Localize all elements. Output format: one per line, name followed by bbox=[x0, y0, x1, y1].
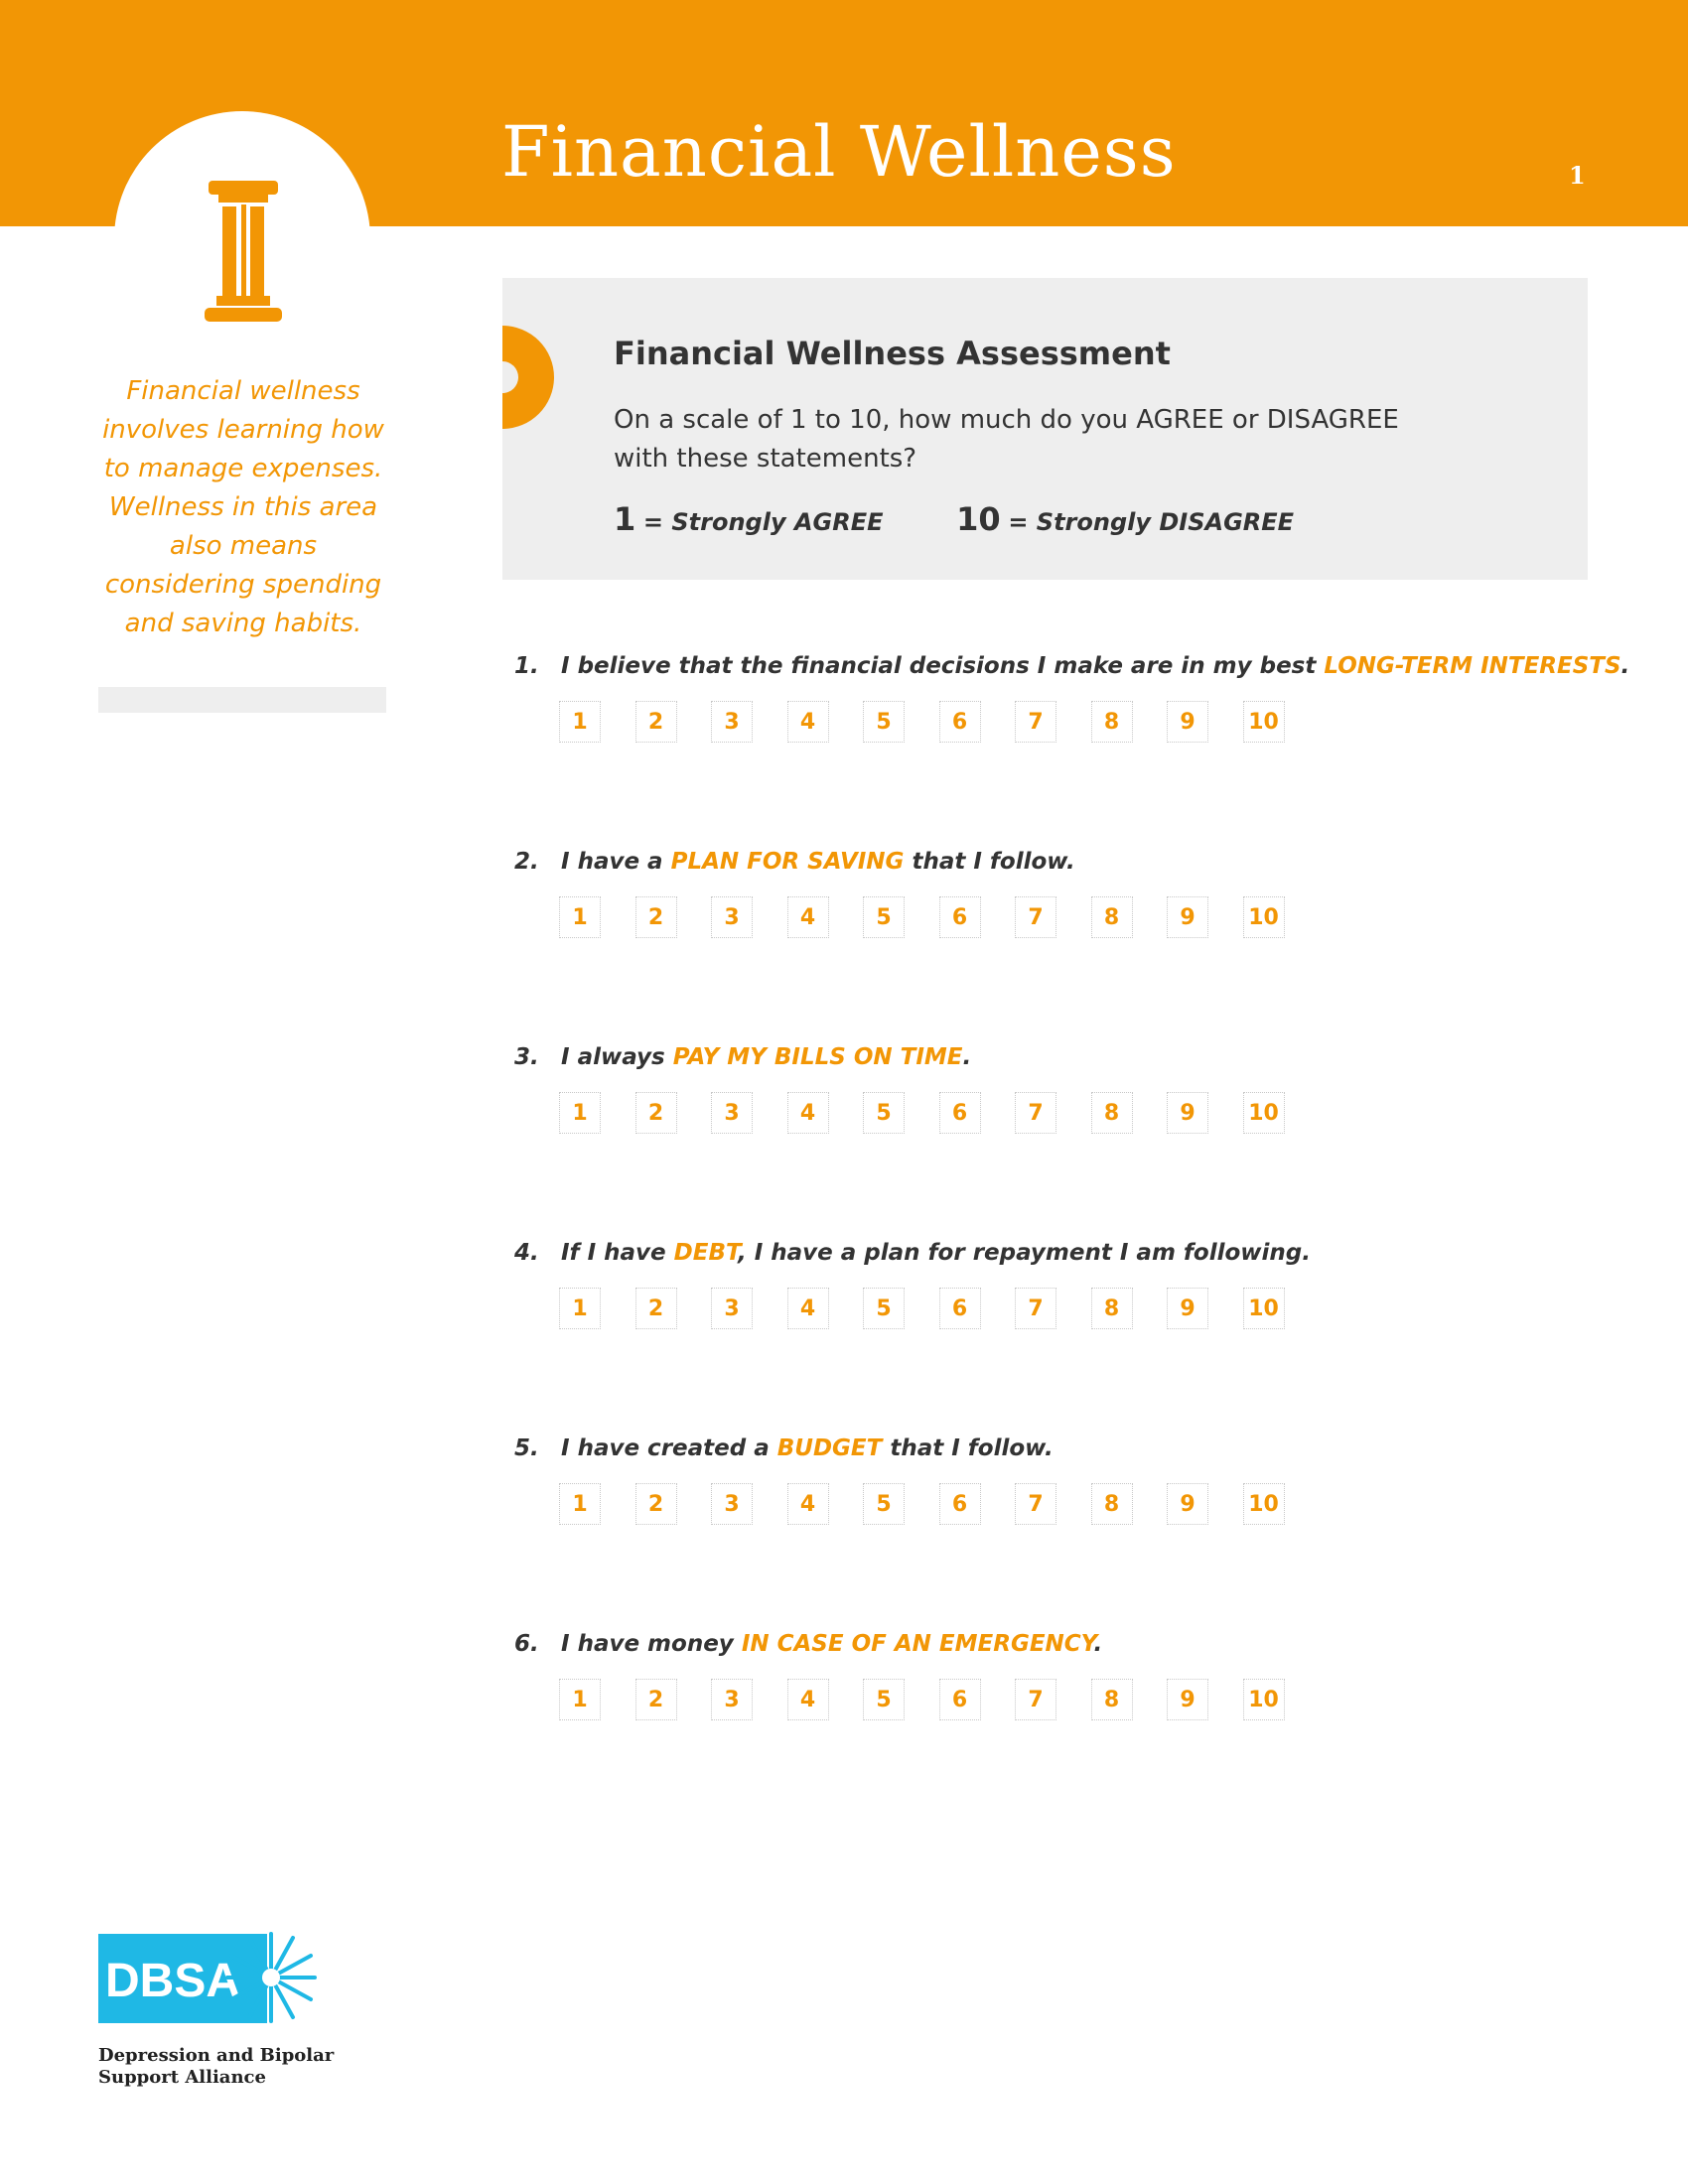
rating-option-8[interactable]: 8 bbox=[1091, 701, 1133, 743]
rating-scale bbox=[559, 896, 1314, 942]
rating-option-7[interactable]: 7 bbox=[1015, 1679, 1056, 1720]
rating-option-10[interactable]: 10 bbox=[1243, 1092, 1285, 1134]
rating-option-1[interactable]: 1 bbox=[559, 896, 601, 938]
question-text bbox=[514, 1042, 1587, 1072]
sidebar-divider bbox=[98, 687, 386, 713]
question-text-tail: . bbox=[1093, 1631, 1103, 1657]
rating-option-5[interactable]: 5 bbox=[863, 701, 905, 743]
rating-option-9[interactable]: 9 bbox=[1167, 1483, 1208, 1525]
question-text bbox=[514, 847, 1587, 877]
assessment-instructions: On a scale of 1 to 10, how much do you AGREE or DISAGREE with these statements? bbox=[614, 405, 1399, 474]
question-text-tail: , I have a plan for repayment I am following. bbox=[737, 1240, 1312, 1266]
question-highlight: PLAN FOR SAVING bbox=[670, 849, 905, 875]
rating-scale bbox=[559, 1679, 1314, 1724]
rating-option-9[interactable]: 9 bbox=[1167, 896, 1208, 938]
rating-option-10[interactable]: 10 bbox=[1243, 1288, 1285, 1329]
rating-option-8[interactable]: 8 bbox=[1091, 1679, 1133, 1720]
question-highlight: DEBT bbox=[673, 1240, 738, 1266]
rating-option-5[interactable]: 5 bbox=[863, 1483, 905, 1525]
rating-option-4[interactable]: 4 bbox=[787, 1288, 829, 1329]
rating-option-7[interactable]: 7 bbox=[1015, 896, 1056, 938]
question-item bbox=[514, 651, 1630, 735]
rating-option-8[interactable]: 8 bbox=[1091, 1092, 1133, 1134]
rating-option-2[interactable]: 2 bbox=[635, 896, 677, 938]
page-title: Financial Wellness bbox=[501, 111, 1177, 193]
rating-scale bbox=[559, 1288, 1314, 1333]
scale-legend bbox=[614, 500, 1359, 538]
rating-option-7[interactable]: 7 bbox=[1015, 1092, 1056, 1134]
question-text bbox=[514, 651, 1630, 681]
rating-scale bbox=[559, 1483, 1314, 1529]
rating-option-8[interactable]: 8 bbox=[1091, 1483, 1133, 1525]
rating-scale bbox=[559, 1092, 1314, 1138]
question-highlight: PAY MY BILLS ON TIME bbox=[672, 1044, 963, 1070]
question-number: 5. bbox=[514, 1435, 539, 1461]
rating-option-2[interactable]: 2 bbox=[635, 701, 677, 743]
rating-option-2[interactable]: 2 bbox=[635, 1288, 677, 1329]
rating-option-5[interactable]: 5 bbox=[863, 1679, 905, 1720]
rating-option-8[interactable]: 8 bbox=[1091, 1288, 1133, 1329]
rating-option-3[interactable]: 3 bbox=[711, 1483, 753, 1525]
rating-option-2[interactable]: 2 bbox=[635, 1092, 677, 1134]
rating-option-8[interactable]: 8 bbox=[1091, 896, 1133, 938]
rating-option-9[interactable]: 9 bbox=[1167, 1092, 1208, 1134]
rating-option-9[interactable]: 9 bbox=[1167, 701, 1208, 743]
question-text-lead: I have a bbox=[561, 849, 671, 875]
question-text-lead: I have created a bbox=[561, 1435, 777, 1461]
rating-option-5[interactable]: 5 bbox=[863, 1092, 905, 1134]
question-number: 4. bbox=[514, 1240, 539, 1266]
rating-option-10[interactable]: 10 bbox=[1243, 1483, 1285, 1525]
rating-option-1[interactable]: 1 bbox=[559, 701, 601, 743]
rating-option-3[interactable]: 3 bbox=[711, 1288, 753, 1329]
question-text-tail: . bbox=[1620, 653, 1630, 679]
rating-option-7[interactable]: 7 bbox=[1015, 1483, 1056, 1525]
rating-option-1[interactable]: 1 bbox=[559, 1679, 601, 1720]
question-highlight: LONG-TERM INTERESTS bbox=[1324, 653, 1621, 679]
assessment-intro-panel bbox=[502, 278, 1588, 580]
rating-option-10[interactable]: 10 bbox=[1243, 701, 1285, 743]
assessment-title: Financial Wellness Assessment bbox=[614, 335, 1171, 372]
rating-option-6[interactable]: 6 bbox=[939, 1679, 981, 1720]
question-number: 3. bbox=[514, 1044, 539, 1070]
rating-option-1[interactable]: 1 bbox=[559, 1288, 601, 1329]
question-text-tail: . bbox=[962, 1044, 972, 1070]
sidebar-description: Financial wellness involves learning how to manage expenses. Wellness in this area also means considering spending and saving habits. bbox=[102, 376, 384, 638]
rating-option-4[interactable]: 4 bbox=[787, 896, 829, 938]
question-text-tail: that I follow. bbox=[904, 849, 1075, 875]
rating-option-3[interactable]: 3 bbox=[711, 1092, 753, 1134]
question-number: 6. bbox=[514, 1631, 539, 1657]
question-text bbox=[514, 1629, 1587, 1659]
question-text-tail: that I follow. bbox=[882, 1435, 1054, 1461]
rating-option-9[interactable]: 9 bbox=[1167, 1288, 1208, 1329]
starburst-icon bbox=[223, 1930, 319, 2025]
question-number: 2. bbox=[514, 849, 539, 875]
legend-disagree bbox=[956, 500, 1294, 538]
legend-disagree-number: 10 bbox=[956, 500, 1001, 538]
question-text-lead: I always bbox=[561, 1044, 673, 1070]
rating-option-5[interactable]: 5 bbox=[863, 1288, 905, 1329]
rating-option-4[interactable]: 4 bbox=[787, 1483, 829, 1525]
question-number: 1. bbox=[514, 653, 539, 679]
question-item bbox=[514, 847, 1587, 930]
rating-option-2[interactable]: 2 bbox=[635, 1679, 677, 1720]
question-text-lead: If I have bbox=[561, 1240, 674, 1266]
question-item bbox=[514, 1433, 1587, 1517]
legend-disagree-label: = Strongly DISAGREE bbox=[1008, 508, 1295, 536]
rating-option-6[interactable]: 6 bbox=[939, 1288, 981, 1329]
question-item bbox=[514, 1629, 1587, 1712]
rating-option-6[interactable]: 6 bbox=[939, 701, 981, 743]
question-text bbox=[514, 1433, 1587, 1463]
legend-agree bbox=[614, 500, 884, 538]
question-text-lead: I believe that the financial decisions I make are in my best bbox=[561, 653, 1325, 679]
rating-option-9[interactable]: 9 bbox=[1167, 1679, 1208, 1720]
rating-option-7[interactable]: 7 bbox=[1015, 1288, 1056, 1329]
organization-name: Depression and Bipolar Support Alliance bbox=[98, 2045, 335, 2088]
question-item bbox=[514, 1238, 1587, 1321]
rating-option-1[interactable]: 1 bbox=[559, 1092, 601, 1134]
rating-option-4[interactable]: 4 bbox=[787, 1679, 829, 1720]
half-circle-icon bbox=[502, 326, 558, 429]
rating-option-3[interactable]: 3 bbox=[711, 701, 753, 743]
rating-scale bbox=[559, 701, 1314, 747]
legend-agree-label: = Strongly AGREE bbox=[642, 508, 884, 536]
rating-option-3[interactable]: 3 bbox=[711, 896, 753, 938]
rating-option-10[interactable]: 10 bbox=[1243, 1679, 1285, 1720]
rating-option-2[interactable]: 2 bbox=[635, 1483, 677, 1525]
question-text bbox=[514, 1238, 1587, 1268]
question-highlight: IN CASE OF AN EMERGENCY bbox=[741, 1631, 1094, 1657]
rating-option-6[interactable]: 6 bbox=[939, 896, 981, 938]
rating-option-7[interactable]: 7 bbox=[1015, 701, 1056, 743]
rating-option-1[interactable]: 1 bbox=[559, 1483, 601, 1525]
question-text-lead: I have money bbox=[561, 1631, 742, 1657]
rating-option-3[interactable]: 3 bbox=[711, 1679, 753, 1720]
logo-text: DBSA bbox=[105, 1955, 241, 2007]
page-number: 1 bbox=[1569, 161, 1586, 190]
pillar-icon bbox=[199, 177, 288, 326]
rating-option-4[interactable]: 4 bbox=[787, 1092, 829, 1134]
rating-option-6[interactable]: 6 bbox=[939, 1092, 981, 1134]
legend-agree-number: 1 bbox=[614, 500, 636, 538]
rating-option-4[interactable]: 4 bbox=[787, 701, 829, 743]
question-item bbox=[514, 1042, 1587, 1126]
rating-option-10[interactable]: 10 bbox=[1243, 896, 1285, 938]
question-highlight: BUDGET bbox=[776, 1435, 883, 1461]
rating-option-6[interactable]: 6 bbox=[939, 1483, 981, 1525]
rating-option-5[interactable]: 5 bbox=[863, 896, 905, 938]
